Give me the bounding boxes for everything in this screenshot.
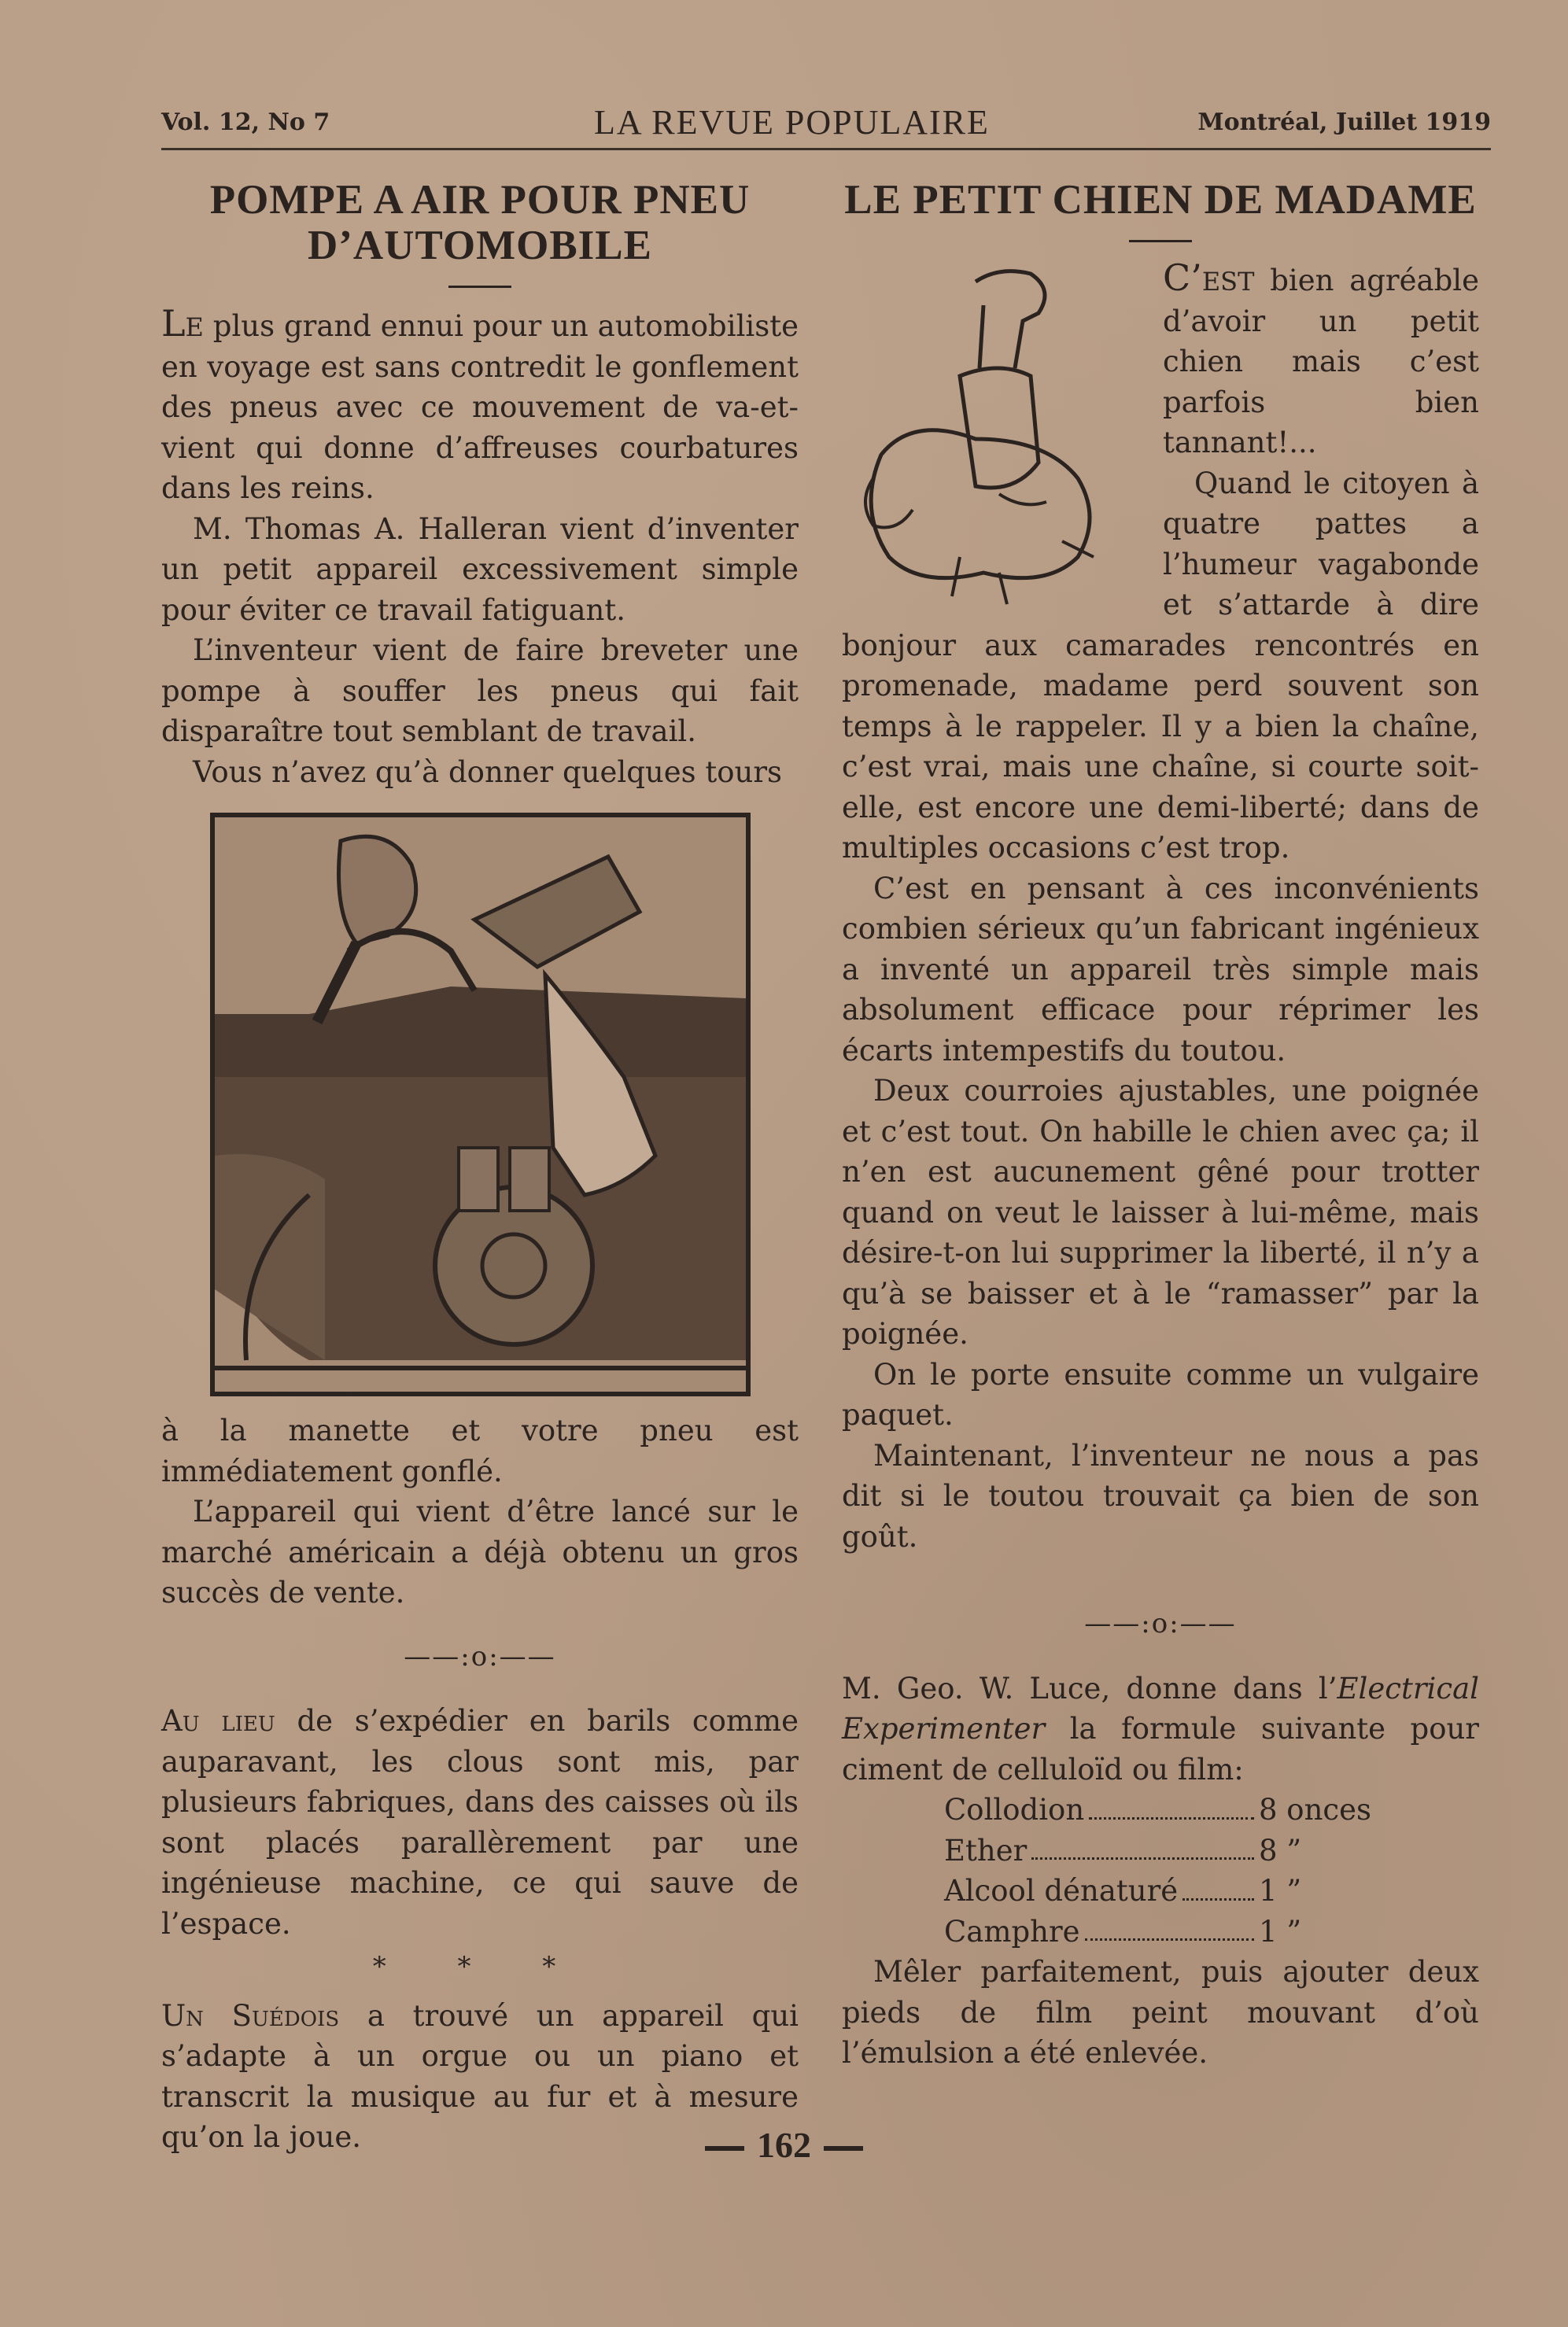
recipe-row: Alcool dénaturé 1 ” <box>944 1871 1385 1912</box>
paragraph: Un Suédois a trouvé un appareil qui s’adapte à un orgue ou un piano et transcrit la musique au fur et à mesure qu’on la joue. <box>161 1998 799 2154</box>
paragraph: Mêler parfaitement, puis ajouter deux pieds de film peint mouvant d’où l’émulsion a été enlevée. <box>842 1955 1479 2070</box>
title-rule <box>1129 240 1192 242</box>
recipe-row: Collodion 8 onces <box>944 1790 1385 1831</box>
section-separator: ——:o:—— <box>1084 1608 1237 1639</box>
section-separator: ——:o:—— <box>404 1640 556 1672</box>
volume-number: Vol. 12, No 7 <box>161 109 330 136</box>
paragraph: Vous n’avez qu’à donner quelques tours <box>193 754 782 789</box>
paragraph: Le plus grand ennui pour un automobiliste en voyage est sans contredit le gonflement des pneus avec ce mouvement de va-et-vient qui donne d’affreuses courbatures dans les reins. <box>161 302 799 505</box>
title-rule <box>448 286 511 288</box>
paragraph: Deux courroies ajustables, une poignée et c’est tout. On habille le chien avec ça; il n’en est aucunement gêné pour trotter quand on veut le laisser à lui-même, mais désire-t-on lui supprimer la liberté, il n’y a qu’à se baisser et à le “ramasser” par la poignée. <box>842 1074 1479 1351</box>
paragraph: On le porte ensuite comme un vulgaire paquet. <box>842 1357 1479 1432</box>
article-title-air-pump: POMPE A AIR POUR PNEU D’AUTOMOBILE <box>209 177 751 268</box>
left-column <box>161 177 799 2158</box>
dog-harness-illustration <box>842 258 1149 612</box>
air-pump-illustration <box>210 813 751 1396</box>
paragraph: L’appareil qui vient d’être lancé sur le marché américain a déjà obtenu un gros succès de vente. <box>161 1495 799 1610</box>
paragraph: C’est bien agréable d’avoir un petit chien mais c’est parfois bien tannant!... <box>1163 256 1479 459</box>
issue-date: Montréal, Juillet 1919 <box>1197 109 1491 136</box>
paragraph: M. Thomas A. Halleran vient d’inventer un petit appareil excessivement simple pour éviter ce travail fatiguant. <box>161 511 799 627</box>
header-rule <box>161 148 1491 150</box>
article-title-little-dog: LE PETIT CHIEN DE MADAME <box>844 177 1477 223</box>
paragraph: C’est en pensant à ces inconvénients combien sérieux qu’un fabricant ingénieux a inventé un appareil très simple mais absolument efficace pour réprimer les écarts intempestifs du toutou. <box>842 871 1479 1068</box>
paragraph: Quand le citoyen à quatre pattes a l’humeur vagabonde et s’attarde à dire bonjour aux camarades rencontrés en promenade, madame perd souvent son temps à le rappeler. Il y a bien la chaîne, c’est vrai, mais une chaîne, si courte soit-elle, est encore une demi-liberté; dans de multiples occasions c’est trop. <box>842 466 1479 865</box>
asterism: * * * <box>372 1951 588 1982</box>
right-column <box>842 177 1479 2074</box>
page-header <box>161 102 1491 149</box>
recipe-row: Camphre 1 ” <box>944 1912 1385 1953</box>
paragraph: Maintenant, l’inventeur ne nous a pas dit si le toutou trouvait ça bien de son goût. <box>842 1438 1479 1554</box>
paragraph: à la manette et votre pneu est immédiatement gonflé. <box>161 1414 799 1488</box>
engine-pump-drawing <box>215 817 746 1392</box>
paragraph: Au lieu de s’expédier en barils comme auparavant, les clous sont mis, par plusieurs fabriques, dans des caisses où ils sont placés parallèrement par une ingénieuse machine, ce qui sauve de l’espace. <box>161 1704 799 1941</box>
recipe-row: Ether 8 ” <box>944 1831 1385 1872</box>
dog-drawing <box>842 258 1149 612</box>
recipe-list <box>944 1790 1385 1952</box>
paragraph: L’inventeur vient de faire breveter une pompe à souffer les pneus qui fait disparaître tout semblant de travail. <box>161 633 799 748</box>
publication-title: LA REVUE POPULAIRE <box>594 103 990 142</box>
page-number: 162 <box>0 2124 1568 2166</box>
paragraph: M. Geo. W. Luce, donne dans l’Electrical Experimenter la formule suivante pour ciment de celluloïd ou film: <box>842 1671 1479 1787</box>
